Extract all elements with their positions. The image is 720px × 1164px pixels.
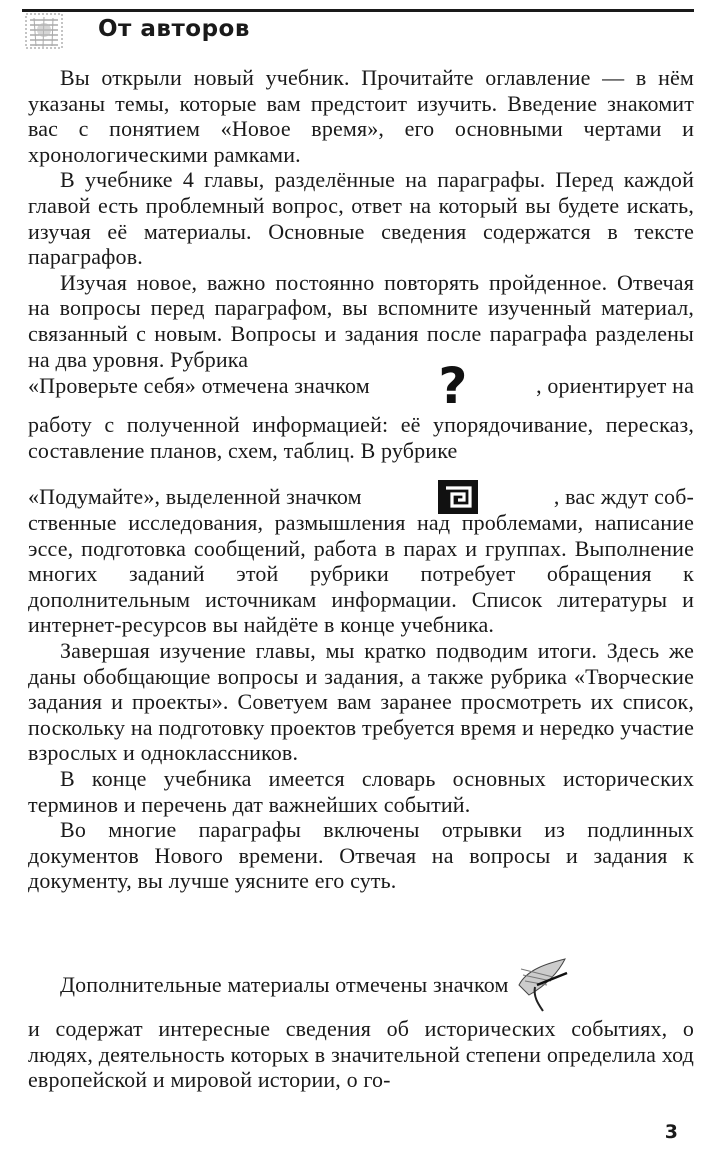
paragraph: ственные исследования, размышления над проблемами, написание эссе, подготовка сообщений, работа в парах и группах. Выполнение многих заданий этой рубрики потребует обращения к дополнительным источникам информации. Список литературы и интернет-ресурсов вы найдёте в конце учебника.	[28, 510, 694, 638]
page-title: От авторов	[98, 16, 250, 42]
line-text: , ориентирует на	[536, 373, 695, 398]
top-rule	[22, 9, 694, 12]
line-text: «Подумайте», выделенной значком	[28, 484, 362, 509]
paragraph: Вы открыли новый учебник. Прочитайте оглавление — в нём указаны темы, которые вам предстоит изучить. Введение знакомит вас с понятием «Новое время», его основными чертами и хронологическими рамками.	[28, 65, 694, 167]
paragraph: и содержат интересные сведения об исторических событиях, о людях, деятельность которых в значительной степени определила ход европейской и мировой истории, о го-	[28, 1016, 694, 1093]
paragraph: Завершая изучение главы, мы кратко подводим итоги. Здесь же даны обобщающие вопросы и задания, а также рубрика «Творческие задания и проекты». Советуем вам заранее просмотреть их список, поскольку на подготовку проектов требуется время и нередко участие взрослых и одноклассников.	[28, 637, 694, 766]
extra-materials-continuation	[28, 1016, 694, 1093]
intro-block	[28, 65, 694, 372]
paragraph: В конце учебника имеется словарь основных исторических терминов и перечень дат важнейших событий.	[28, 765, 694, 817]
main-block	[28, 510, 694, 894]
question-mark-icon: ?	[438, 357, 468, 415]
engraving-icon	[24, 12, 64, 50]
paragraph: В учебнике 4 главы, разделённые на параграфы. Перед каждой главой есть проблемный вопрос, ответ на который вы будете искать, изучая её материалы. Основные сведения содержатся в тексте параграфов.	[28, 167, 694, 270]
check-yourself-continuation	[28, 412, 694, 463]
line-text: Дополнительные материалы отмечены значком	[60, 972, 509, 997]
line-text: «Проверьте себя» отмечена значком	[28, 373, 370, 398]
check-yourself-line	[28, 357, 695, 415]
paragraph: Изучая новое, важно постоянно повторять пройденное. Отвечая на вопросы перед параграфом, вы вспомните изученный материал, связанный с новым. Вопросы и задания после параграфа разделены на два уровня. Рубрика	[28, 269, 694, 372]
quill-feather-icon	[513, 955, 571, 1015]
page-number: 3	[664, 1121, 678, 1143]
paragraph: работу с полученной информацией: её упорядочивание, пересказ, составление планов, схем, таблиц. В рубрике	[28, 412, 694, 463]
extra-materials-line	[28, 955, 694, 1015]
paragraph: Во многие параграфы включены отрывки из подлинных документов Нового времени. Отвечая на вопросы и задания к документу, вы лучше уясните его суть.	[28, 817, 694, 894]
line-text: , вас ждут соб-	[553, 484, 695, 509]
